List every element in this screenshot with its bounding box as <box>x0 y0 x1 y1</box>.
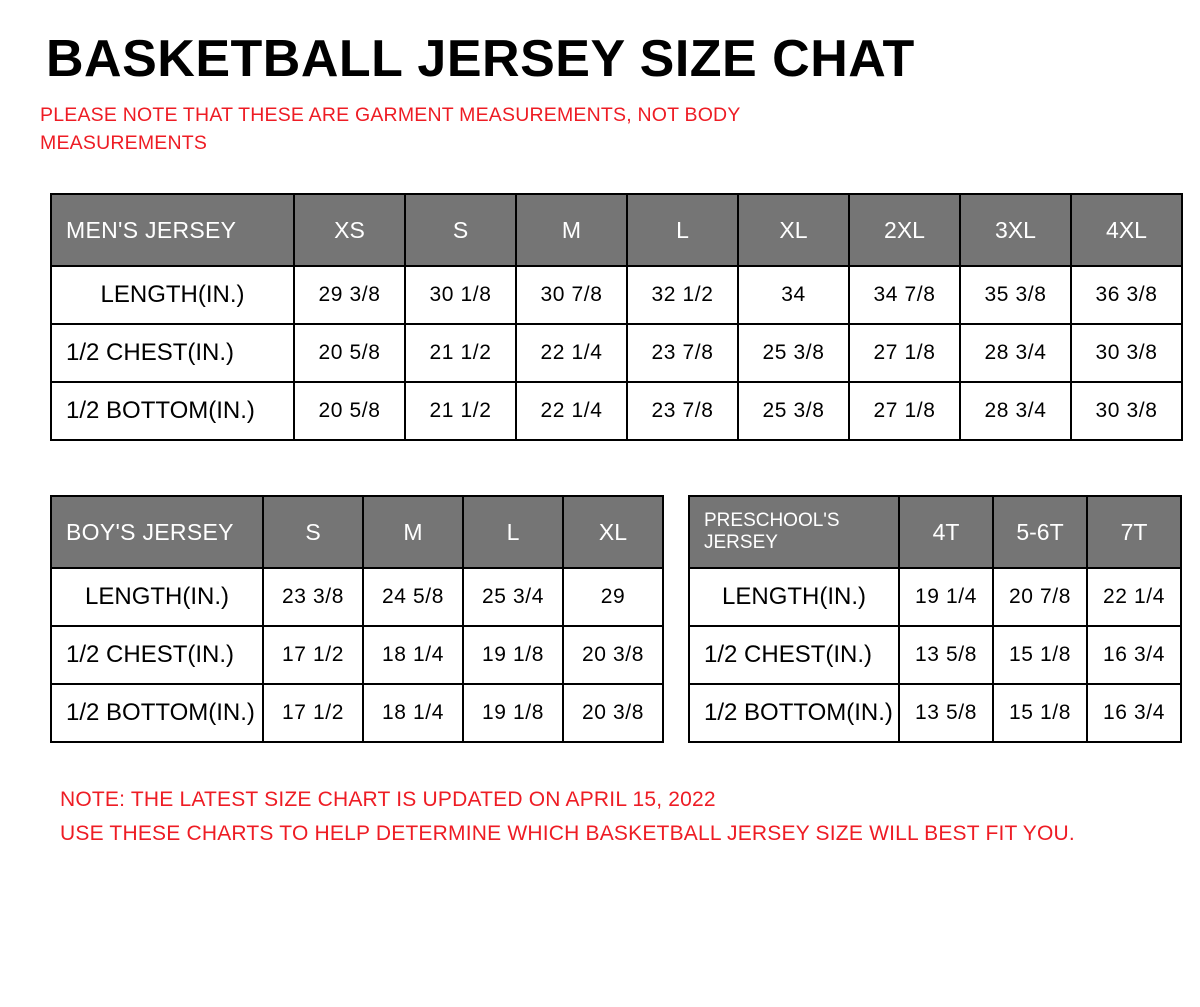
table-row <box>689 684 1181 742</box>
row-label: 1/2 CHEST(IN.) <box>689 626 899 684</box>
cell-value: 27 1/8 <box>849 382 960 440</box>
cell-value: 21 1/2 <box>405 324 516 382</box>
cell-value: 18 1/4 <box>363 684 463 742</box>
cell-value: 34 7/8 <box>849 266 960 324</box>
cell-value: 24 5/8 <box>363 568 463 626</box>
cell-value: 19 1/4 <box>899 568 993 626</box>
column-header-size: XL <box>738 194 849 266</box>
cell-value: 20 3/8 <box>563 684 663 742</box>
table-row <box>51 568 663 626</box>
cell-value: 30 7/8 <box>516 266 627 324</box>
mens-table-corner-label: MEN'S JERSEY <box>51 194 294 266</box>
row-label: LENGTH(IN.) <box>51 568 263 626</box>
table-row <box>51 684 663 742</box>
table-header-row <box>51 194 1182 266</box>
cell-value: 19 1/8 <box>463 684 563 742</box>
cell-value: 17 1/2 <box>263 626 363 684</box>
cell-value: 29 <box>563 568 663 626</box>
column-header-size: XS <box>294 194 405 266</box>
preschool-jersey-size-table <box>688 495 1182 743</box>
cell-value: 23 7/8 <box>627 382 738 440</box>
boys-table-corner-label: BOY'S JERSEY <box>51 496 263 568</box>
boys-jersey-size-table <box>50 495 664 743</box>
cell-value: 30 3/8 <box>1071 324 1182 382</box>
cell-value: 25 3/8 <box>738 382 849 440</box>
cell-value: 25 3/8 <box>738 324 849 382</box>
cell-value: 15 1/8 <box>993 684 1087 742</box>
row-label: 1/2 CHEST(IN.) <box>51 626 263 684</box>
column-header-size: 3XL <box>960 194 1071 266</box>
column-header-size: 4T <box>899 496 993 568</box>
cell-value: 30 3/8 <box>1071 382 1182 440</box>
cell-value: 20 5/8 <box>294 382 405 440</box>
column-header-size: M <box>516 194 627 266</box>
footer-notes <box>60 783 1172 850</box>
cell-value: 23 3/8 <box>263 568 363 626</box>
footer-note-update: NOTE: THE LATEST SIZE CHART IS UPDATED ON APRIL 15, 2022 <box>60 788 716 812</box>
cell-value: 28 3/4 <box>960 382 1071 440</box>
row-label: 1/2 BOTTOM(IN.) <box>689 684 899 742</box>
cell-value: 23 7/8 <box>627 324 738 382</box>
column-header-size: M <box>363 496 463 568</box>
cell-value: 18 1/4 <box>363 626 463 684</box>
lower-tables-container <box>50 495 1172 743</box>
cell-value: 36 3/8 <box>1071 266 1182 324</box>
table-row <box>51 382 1182 440</box>
column-header-size: 5-6T <box>993 496 1087 568</box>
cell-value: 13 5/8 <box>899 684 993 742</box>
row-label: LENGTH(IN.) <box>51 266 294 324</box>
cell-value: 17 1/2 <box>263 684 363 742</box>
cell-value: 25 3/4 <box>463 568 563 626</box>
cell-value: 32 1/2 <box>627 266 738 324</box>
cell-value: 22 1/4 <box>516 324 627 382</box>
preschool-table-corner-label: PRESCHOOL'S JERSEY <box>689 496 899 568</box>
garment-measurement-note: PLEASE NOTE THAT THESE ARE GARMENT MEASUREMENTS, NOT BODY MEASUREMENTS <box>40 103 741 154</box>
cell-value: 16 3/4 <box>1087 684 1181 742</box>
cell-value: 28 3/4 <box>960 324 1071 382</box>
cell-value: 35 3/8 <box>960 266 1071 324</box>
cell-value: 34 <box>738 266 849 324</box>
cell-value: 22 1/4 <box>516 382 627 440</box>
cell-value: 13 5/8 <box>899 626 993 684</box>
table-row <box>689 626 1181 684</box>
cell-value: 22 1/4 <box>1087 568 1181 626</box>
footer-note-usage: USE THESE CHARTS TO HELP DETERMINE WHICH BASKETBALL JERSEY SIZE WILL BEST FIT YOU. <box>60 821 1075 845</box>
column-header-size: L <box>463 496 563 568</box>
table-row <box>51 266 1182 324</box>
cell-value: 15 1/8 <box>993 626 1087 684</box>
table-row <box>689 568 1181 626</box>
column-header-size: 2XL <box>849 194 960 266</box>
row-label: LENGTH(IN.) <box>689 568 899 626</box>
row-label: 1/2 BOTTOM(IN.) <box>51 382 294 440</box>
cell-value: 19 1/8 <box>463 626 563 684</box>
row-label: 1/2 BOTTOM(IN.) <box>51 684 263 742</box>
mens-jersey-size-table <box>50 193 1183 441</box>
row-label: 1/2 CHEST(IN.) <box>51 324 294 382</box>
table-header-row <box>689 496 1181 568</box>
column-header-size: 7T <box>1087 496 1181 568</box>
column-header-size: XL <box>563 496 663 568</box>
column-header-size: 4XL <box>1071 194 1182 266</box>
column-header-size: S <box>263 496 363 568</box>
table-header-row <box>51 496 663 568</box>
page-title: BASKETBALL JERSEY SIZE CHAT <box>46 30 915 88</box>
cell-value: 20 3/8 <box>563 626 663 684</box>
cell-value: 20 7/8 <box>993 568 1087 626</box>
cell-value: 29 3/8 <box>294 266 405 324</box>
cell-value: 21 1/2 <box>405 382 516 440</box>
cell-value: 27 1/8 <box>849 324 960 382</box>
column-header-size: L <box>627 194 738 266</box>
table-row <box>51 626 663 684</box>
cell-value: 20 5/8 <box>294 324 405 382</box>
column-header-size: S <box>405 194 516 266</box>
cell-value: 30 1/8 <box>405 266 516 324</box>
cell-value: 16 3/4 <box>1087 626 1181 684</box>
table-row <box>51 324 1182 382</box>
